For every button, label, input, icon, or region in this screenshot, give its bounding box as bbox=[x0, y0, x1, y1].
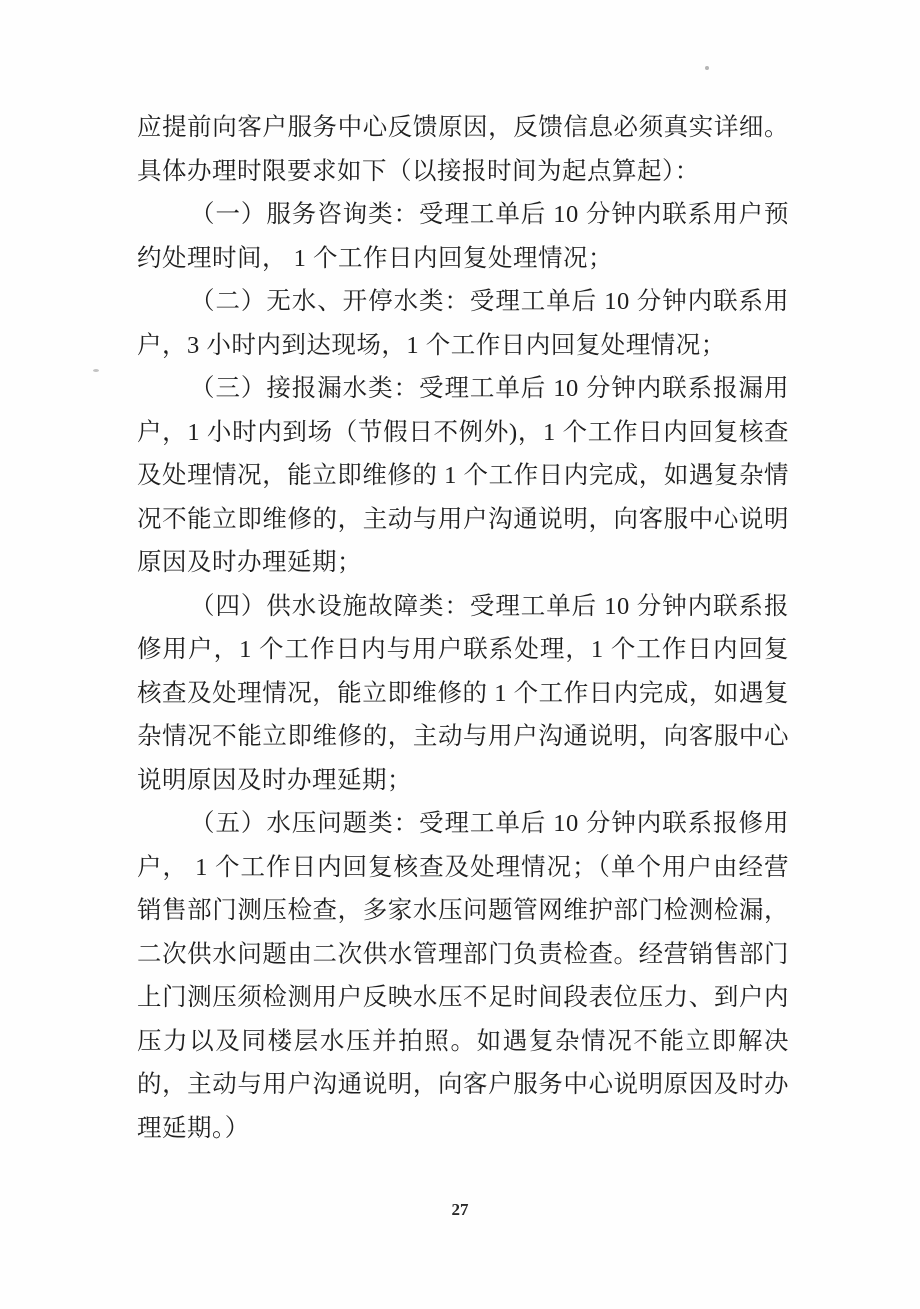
text-line: 原因及时办理延期； bbox=[137, 549, 362, 576]
text-line: 约处理时间， 1 个工作日内回复处理情况； bbox=[137, 244, 613, 272]
text-line: （三）接报漏水类：受理工单后 10 分钟内联系报漏用 bbox=[190, 375, 789, 402]
text-line: 修用户，1 个工作日内与用户联系处理，1 个工作日内回复 bbox=[137, 636, 789, 663]
scan-speck bbox=[705, 66, 709, 70]
text-line: 户， 1 个工作日内回复核查及处理情况；（单个用户由经营 bbox=[137, 853, 789, 881]
document-body bbox=[137, 106, 789, 1150]
scan-speck bbox=[93, 369, 99, 372]
text-line: 压力以及同楼层水压并拍照。如遇复杂情况不能立即解决 bbox=[137, 1027, 789, 1055]
text-line: 核查及处理情况，能立即维修的 1 个工作日内完成，如遇复 bbox=[137, 679, 789, 707]
text-line: 的，主动与用户沟通说明，向客户服务中心说明原因及时办 bbox=[137, 1071, 789, 1098]
text-line: 户，1 小时内到场（节假日不例外)，1 个工作日内回复核查 bbox=[137, 418, 789, 446]
text-line: （一）服务咨询类：受理工单后 10 分钟内联系用户预 bbox=[190, 201, 789, 228]
text-line: 况不能立即维修的，主动与用户沟通说明，向客服中心说明 bbox=[137, 505, 789, 533]
text-line: 及处理情况，能立即维修的 1 个工作日内完成，如遇复杂情 bbox=[137, 462, 789, 489]
text-line: （二）无水、开停水类：受理工单后 10 分钟内联系用 bbox=[190, 288, 789, 315]
text-line: 二次供水问题由二次供水管理部门负责检查。经营销售部门 bbox=[137, 940, 789, 968]
text-line: （五）水压问题类：受理工单后 10 分钟内联系报修用 bbox=[190, 810, 789, 837]
text-line: 理延期。） bbox=[137, 1114, 250, 1142]
text-line: 上门测压须检测用户反映水压不足时间段表位压力、到户内 bbox=[137, 984, 789, 1011]
text-line: 户，3 小时内到达现场，1 个工作日内回复处理情况； bbox=[137, 331, 726, 359]
text-line: 销售部门测压检查，多家水压问题管网维护部门检测检漏， bbox=[137, 897, 789, 924]
text-line: 杂情况不能立即维修的，主动与用户沟通说明，向客服中心 bbox=[137, 723, 789, 750]
page-number: 27 bbox=[451, 1200, 469, 1219]
text-line: 具体办理时限要求如下（以接报时间为起点算起）： bbox=[137, 157, 700, 185]
text-line: 说明原因及时办理延期； bbox=[137, 766, 412, 794]
text-line: 应提前向客户服务中心反馈原因，反馈信息必须真实详细。 bbox=[137, 114, 789, 141]
text-line: （四）供水设施故障类：受理工单后 10 分钟内联系报 bbox=[190, 592, 789, 620]
